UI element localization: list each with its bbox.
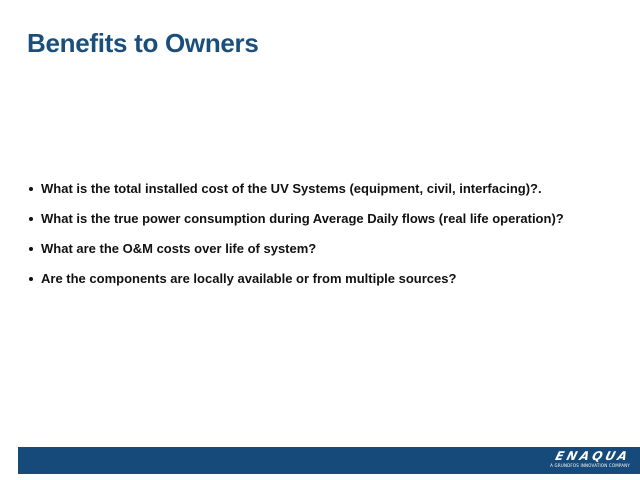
- bullet-text: What is the total installed cost of the UV Systems (equipment, civil, interfacing)?.: [41, 181, 542, 196]
- bullet-dot-icon: [29, 187, 33, 191]
- bullet-dot-icon: [29, 277, 33, 281]
- footer-bar: [18, 447, 640, 474]
- bullet-dot-icon: [29, 247, 33, 251]
- bullet-text: What is the true power consumption during Average Daily flows (real life operation)?: [41, 211, 564, 226]
- bullet-item: [26, 241, 564, 257]
- logo-tagline: A GRUNDFOS INNOVATION COMPANY: [550, 463, 630, 468]
- logo-wordmark: ENAQUA: [554, 449, 633, 463]
- company-logo: [550, 449, 633, 469]
- bullet-item: [26, 271, 564, 287]
- bullet-list: [26, 181, 564, 301]
- bullet-dot-icon: [29, 217, 33, 221]
- bullet-text: Are the components are locally available or from multiple sources?: [41, 271, 457, 286]
- slide-title: Benefits to Owners: [27, 28, 259, 58]
- bullet-item: [26, 181, 564, 197]
- bullet-text: What are the O&M costs over life of system?: [41, 241, 317, 256]
- bullet-item: [26, 211, 564, 227]
